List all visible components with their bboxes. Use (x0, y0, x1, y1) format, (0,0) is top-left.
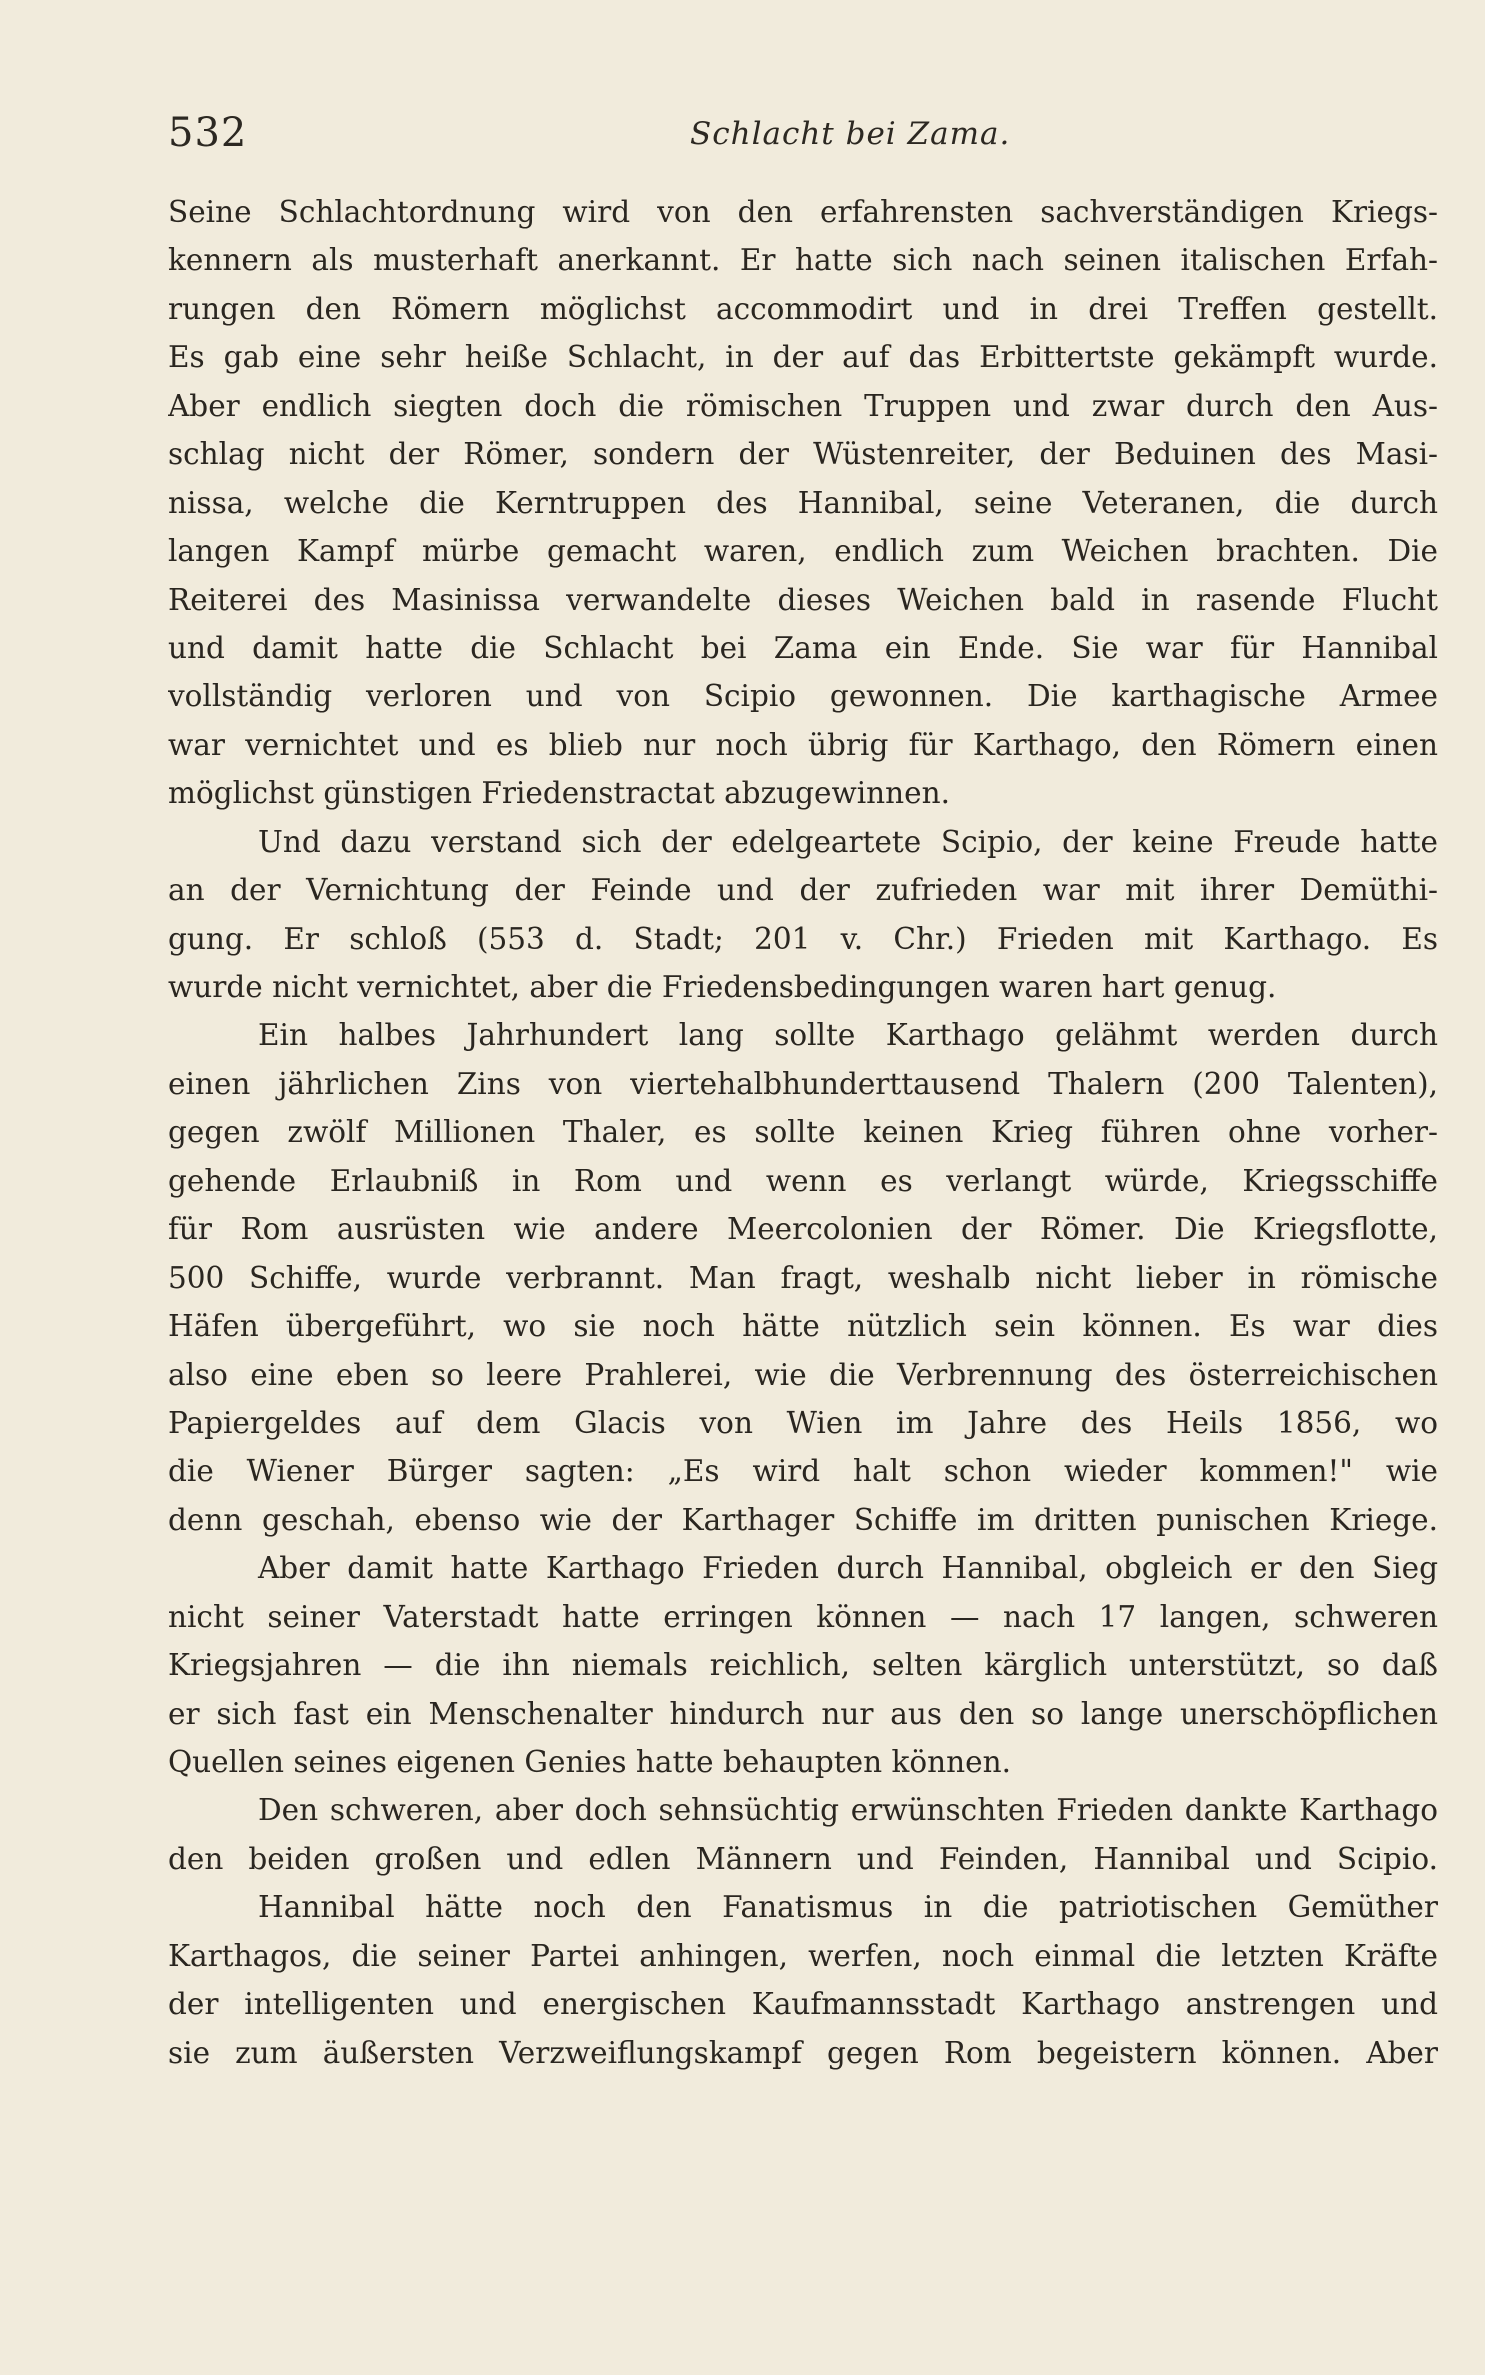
text-line: Und dazu verstand sich der edelgeartete Scipio, der keine Freude hatte (258, 824, 1438, 859)
text-line: er sich fast ein Menschenalter hindurch nur aus den so lange unerschöpflichen (168, 1696, 1438, 1731)
text-line: Reiterei des Masinissa verwandelte dieses Weichen bald in rasende Flucht (168, 582, 1438, 617)
text-line: Ein halbes Jahrhundert lang sollte Karthago gelähmt werden durch (258, 1018, 1438, 1053)
text-line: die Wiener Bürger sagten: „Es wird halt schon wieder kommen!" wie (168, 1454, 1438, 1489)
text-line: Seine Schlachtordnung wird von den erfahrensten sachverständigen Kriegs- (168, 195, 1438, 229)
text-line: und damit hatte die Schlacht bei Zama ein Ende. Sie war für Hannibal (168, 630, 1438, 665)
text-line: wurde nicht vernichtet, aber die Friedensbedingungen waren hart genug. (168, 970, 1277, 1004)
text-line: war vernichtet und es blieb nur noch übrig für Karthago, den Römern einen (168, 727, 1438, 762)
text-line: Papiergeldes auf dem Glacis von Wien im Jahre des Heils 1856, wo (168, 1405, 1438, 1440)
text-line: sie zum äußersten Verzweiflungskampf gegen Rom begeistern können. Aber (168, 2035, 1438, 2070)
text-line: Aber damit hatte Karthago Frieden durch Hannibal, obgleich er den Sieg (258, 1551, 1438, 1586)
text-line: kennern als musterhaft anerkannt. Er hatte sich nach seinen italischen Erfah- (168, 243, 1438, 278)
text-line: Häfen übergeführt, wo sie noch hätte nützlich sein können. Es war dies (168, 1309, 1438, 1344)
text-line: Quellen seines eigenen Genies hatte behaupten können. (168, 1745, 1011, 1779)
text-line: langen Kampf mürbe gemacht waren, endlich zum Weichen brachten. Die (168, 534, 1438, 569)
text-line: Karthagos, die seiner Partei anhingen, werfen, noch einmal die letzten Kräfte (168, 1938, 1438, 1973)
text-line: nicht seiner Vaterstadt hatte erringen können — nach 17 langen, schweren (168, 1599, 1438, 1634)
page-number: 532 (168, 110, 248, 156)
text-line: rungen den Römern möglichst accommodirt und in drei Treffen gestellt. (168, 291, 1438, 326)
text-line: schlag nicht der Römer, sondern der Wüstenreiter, der Beduinen des Masi- (168, 437, 1438, 472)
text-line: möglichst günstigen Friedenstractat abzugewinnen. (168, 776, 950, 811)
running-title: Schlacht bei Zama. (690, 116, 1011, 152)
text-line: gehende Erlaubniß in Rom und wenn es verlangt würde, Kriegsschiffe (168, 1163, 1438, 1198)
text-line: Es gab eine sehr heiße Schlacht, in der auf das Erbittertste gekämpft wurde. (168, 340, 1438, 375)
text-line: nissa, welche die Kerntruppen des Hannibal, seine Veteranen, die durch (168, 485, 1438, 520)
text-line: für Rom ausrüsten wie andere Meercolonien der Römer. Die Kriegsflotte, (168, 1212, 1438, 1247)
text-line: einen jährlichen Zins von viertehalbhunderttausend Thalern (200 Talenten), (168, 1066, 1438, 1101)
text-line: Aber endlich siegten doch die römischen Truppen und zwar durch den Aus- (168, 388, 1438, 423)
text-line: gegen zwölf Millionen Thaler, es sollte keinen Krieg führen ohne vorher- (168, 1115, 1438, 1150)
text-line: gung. Er schloß (553 d. Stadt; 201 v. Chr.) Frieden mit Karthago. Es (168, 921, 1438, 956)
text-line: Kriegsjahren — die ihn niemals reichlich, selten kärglich unterstützt, so daß (168, 1648, 1438, 1683)
text-line: also eine eben so leere Prahlerei, wie die Verbrennung des österreichischen (168, 1357, 1438, 1392)
text-line: Hannibal hätte noch den Fanatismus in die patriotischen Gemüther (258, 1890, 1438, 1925)
text-line: an der Vernichtung der Feinde und der zufrieden war mit ihrer Demüthi- (168, 873, 1438, 908)
text-line: der intelligenten und energischen Kaufmannsstadt Karthago anstrengen und (168, 1987, 1438, 2022)
page-header (168, 100, 1438, 160)
text-line: vollständig verloren und von Scipio gewonnen. Die karthagische Armee (168, 679, 1438, 714)
text-line: den beiden großen und edlen Männern und Feinden, Hannibal und Scipio. (168, 1841, 1438, 1876)
text-line: 500 Schiffe, wurde verbrannt. Man fragt, weshalb nicht lieber in römische (168, 1260, 1438, 1295)
text-line: Den schweren, aber doch sehnsüchtig erwünschten Frieden dankte Karthago (258, 1793, 1438, 1828)
body-text (168, 188, 1438, 2077)
text-line: denn geschah, ebenso wie der Karthager Schiffe im dritten punischen Kriege. (168, 1502, 1438, 1537)
